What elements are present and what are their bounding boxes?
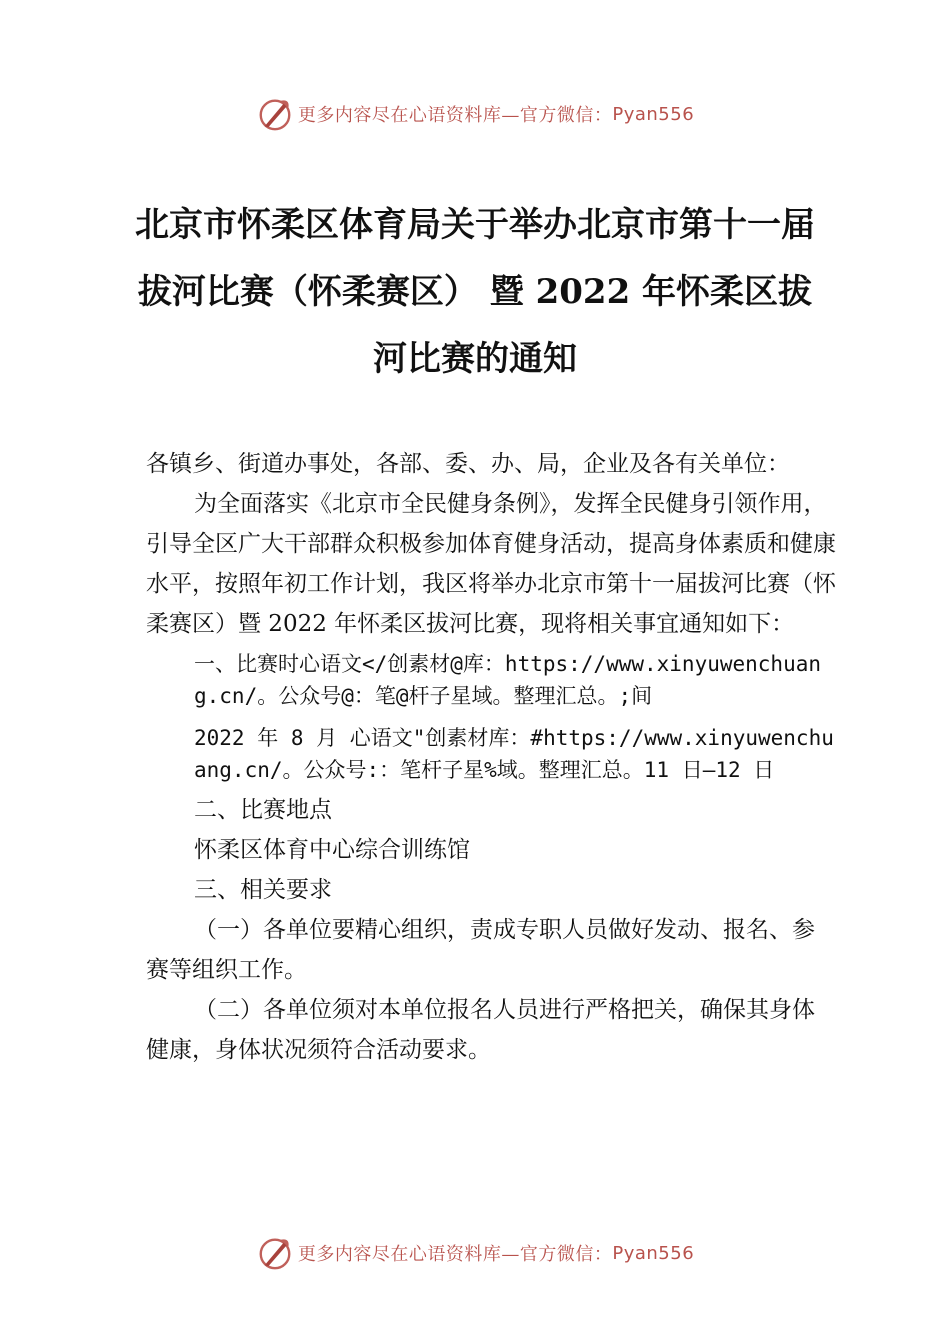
- requirement-1: （一）各单位要精心组织，责成专职人员做好发动、报名、参赛等组织工作。: [146, 917, 815, 983]
- header-watermark: [0, 92, 950, 136]
- salutation: 各镇乡、街道办事处，各部、委、办、局，企业及各有关单位：: [146, 451, 790, 477]
- intro-paragraph: 为全面落实《北京市全民健身条例》，发挥全民健身引领作用，引导全区广大干部群众积极参加体育健身活动，提高身体素质和健康水平，按照年初工作计划，我区将举办北京市第十一届拔河比赛（怀柔赛区）暨 2022 年怀柔区拔河比赛，现将相关事宜通知如下：: [146, 491, 836, 637]
- watermark-text: 更多内容尽在心语资料库—官方微信：: [297, 1244, 613, 1265]
- requirement-2: （二）各单位须对本单位报名人员进行严格把关，确保其身体健康，身体状况须符合活动要求。: [146, 997, 815, 1063]
- section-2-body: 怀柔区体育中心综合训练馆: [194, 837, 470, 863]
- section-1-body: 2022 年 8 月 心语文"创素材库：#https://www.xinyuwenchuang.cn/。公众号:：笔杆子星%域。整理汇总。11 日—12 日: [194, 726, 834, 782]
- document-body: [146, 444, 836, 1070]
- quill-logo-icon: [256, 1234, 294, 1272]
- section-3-heading: 三、相关要求: [194, 877, 332, 903]
- document-title: 北京市怀柔区体育局关于举办北京市第十一届拔河比赛（怀柔赛区） 暨 2022 年怀柔区拔河比赛的通知: [135, 205, 815, 379]
- watermark-wechat-id: Pyan556: [612, 1242, 695, 1264]
- quill-logo-icon: [256, 95, 294, 133]
- watermark-wechat-id: Pyan556: [612, 103, 695, 125]
- footer-watermark: [0, 1231, 950, 1275]
- section-2-heading: 二、比赛地点: [194, 797, 332, 823]
- watermark-text: 更多内容尽在心语资料库—官方微信：: [297, 105, 613, 126]
- section-1-heading: 一、比赛时心语文</创素材@库：https://www.xinyuwenchuang.cn/。公众号@：笔@杆子星域。整理汇总。;间: [194, 652, 822, 708]
